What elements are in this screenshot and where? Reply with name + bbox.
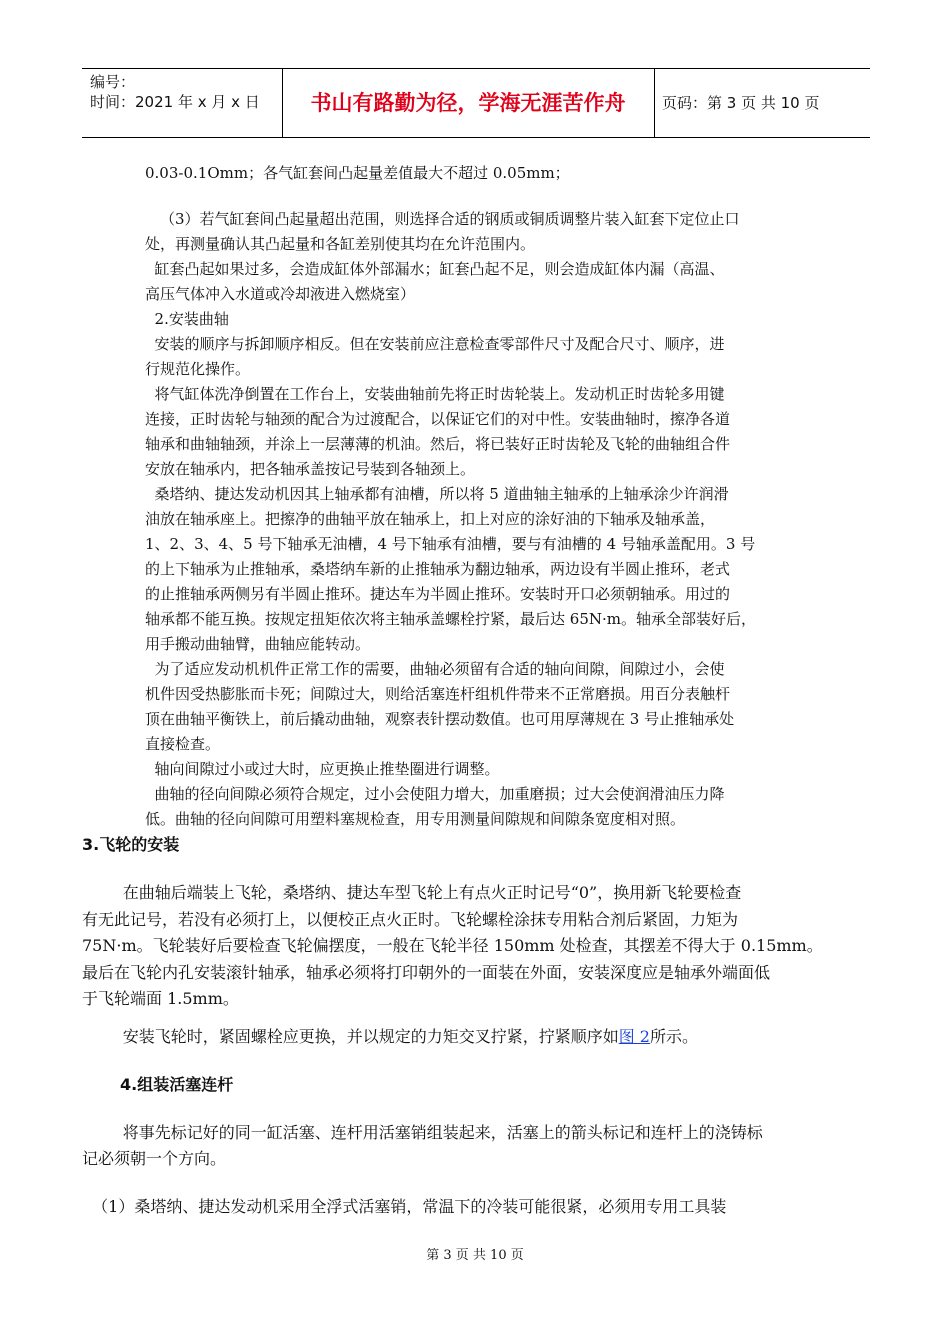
text-line: 高压气体冲入水道或冷却液进入燃烧室）: [145, 285, 416, 303]
text-line: 记必须朝一个方向。: [82, 1149, 227, 1168]
text-line: 桑塔纳、捷达发动机因其上轴承都有油槽，所以将 5 道曲轴主轴承的上轴承涂少许润滑: [145, 485, 729, 503]
section-3-note-suffix: 所示。: [649, 1027, 698, 1046]
document-date-label: 时间：2021 年 x 月 x 日: [90, 93, 260, 111]
text-line: 直接检查。: [145, 735, 221, 753]
text-line: 有无此记号，若没有必须打上，以便校正点火正时。飞轮螺栓涂抹专用粘合剂后紧固，力矩为: [82, 909, 739, 929]
text-line: 顶在曲轴平衡铁上，前后撬动曲轴，观察表针摆动数值。也可用厚薄规在 3 号止推轴承处: [145, 710, 735, 728]
text-line: 安装的顺序与拆卸顺序相反。但在安装前应注意检查零部件尺寸及配合尺寸、顺序，进: [145, 335, 725, 353]
section-4-item-1: （1）桑塔纳、捷达发动机采用全浮式活塞销，常温下的冷装可能很紧，必须用专用工具装: [82, 1197, 727, 1216]
text-line: 轴承都不能互换。按规定扭矩依次将主轴承盖螺栓拧紧，最后达 65N·m。轴承全部装好后，: [145, 610, 756, 628]
text-line: 连接，正时齿轮与轴颈的配合为过渡配合，以保证它们的对中性。安装曲轴时，擦净各道: [145, 410, 731, 428]
text-line: 将事先标记好的同一缸活塞、连杆用活塞销组装起来，活塞上的箭头标记和连杆上的浇铸标: [82, 1123, 763, 1142]
text-line: 75N·m。飞轮装好后要检查飞轮偏摆度，一般在飞轮半径 150mm 处检查，其摆差不得大于 0.15mm。: [82, 936, 823, 955]
text-line: 油放在轴承座上。把擦净的曲轴平放在轴承上，扣上对应的涂好油的下轴承及轴承盖，: [145, 510, 716, 528]
text-line: （3）若气缸套间凸起量超出范围，则选择合适的钢质或铜质调整片装入缸套下定位止口: [160, 210, 740, 228]
text-line: 的止推轴承两侧另有半圆止推环。捷达车为半圆止推环。安装时开口必须朝轴承。用过的: [145, 585, 731, 603]
section-3-title: 3.飞轮的安装: [82, 835, 180, 854]
text-line: 为了适应发动机机件正常工作的需要，曲轴必须留有合适的轴向间隙，间隙过小，会使: [145, 660, 725, 678]
text-line: 轴承和曲轴轴颈，并涂上一层薄薄的机油。然后，将已装好正时齿轮及飞轮的曲轴组合件: [145, 435, 731, 453]
figure-2-link[interactable]: 图 2: [618, 1027, 650, 1046]
text-line: 将气缸体洗净倒置在工作台上，安装曲轴前先将正时齿轮装上。发动机正时齿轮多用键: [145, 385, 725, 403]
text-line: 安放在轴承内，把各轴承盖按记号装到各轴颈上。: [145, 460, 476, 478]
text-line: 处，再测量确认其凸起量和各缸差别使其均在允许范围内。: [145, 235, 536, 253]
section-3-note: [82, 1024, 698, 1050]
text-line: 于飞轮端面 1.5mm。: [82, 989, 239, 1008]
page-footer: 第 3 页 共 10 页: [426, 1248, 524, 1263]
text-line: 缸套凸起如果过多，会造成缸体外部漏水；缸套凸起不足，则会造成缸体内漏（高温、: [145, 260, 725, 278]
text-line: 在曲轴后端装上飞轮，桑塔纳、捷达车型飞轮上有点火正时记号“0”，换用新飞轮要检查: [82, 883, 742, 902]
text-line: 2.安装曲轴: [145, 310, 229, 328]
text-line: 曲轴的径向间隙必须符合规定，过小会使阻力增大，加重磨损；过大会使润滑油压力降: [145, 785, 725, 803]
text-line: 机件因受热膨胀而卡死；间隙过大，则给活塞连杆组机件带来不正常磨损。用百分表触杆: [145, 685, 731, 703]
document-number-label: 编号：: [90, 73, 136, 91]
header-meta-cell: [82, 69, 283, 137]
header-table: [82, 68, 870, 138]
text-line: 低。曲轴的径向间隙可用塑料塞规检查，用专用测量间隙规和间隙条宽度相对照。: [145, 810, 686, 828]
text-line: 轴向间隙过小或过大时，应更换止推垫圈进行调整。: [145, 760, 500, 778]
text-line: 1、2、3、4、5 号下轴承无油槽，4 号下轴承有油槽，要与有油槽的 4 号轴承盖配用。3 号: [145, 535, 756, 553]
section-4-title: 4.组装活塞连杆: [120, 1075, 234, 1094]
section-3-note-text: 安装飞轮时，紧固螺栓应更换，并以规定的力矩交叉拧紧，拧紧顺序如: [82, 1027, 619, 1046]
text-line: 最后在飞轮内孔安装滚针轴承，轴承必须将打印朝外的一面装在外面，安装深度应是轴承外端面低: [82, 962, 771, 982]
text-line: 0.03-0.1Omm；各气缸套间凸起量差值最大不超过 0.05mm；: [145, 164, 570, 182]
text-line: 行规范化操作。: [145, 360, 251, 378]
header-motto: 书山有路勤为径，学海无涯苦作舟: [282, 69, 655, 137]
text-line: 用手搬动曲轴臂，曲轴应能转动。: [145, 635, 371, 653]
text-line: 的上下轴承为止推轴承，桑塔纳车新的止推轴承为翻边轴承，两边设有半圆止推环，老式: [145, 560, 731, 578]
header-page-info: 页码：第 3 页 共 10 页: [662, 94, 820, 112]
